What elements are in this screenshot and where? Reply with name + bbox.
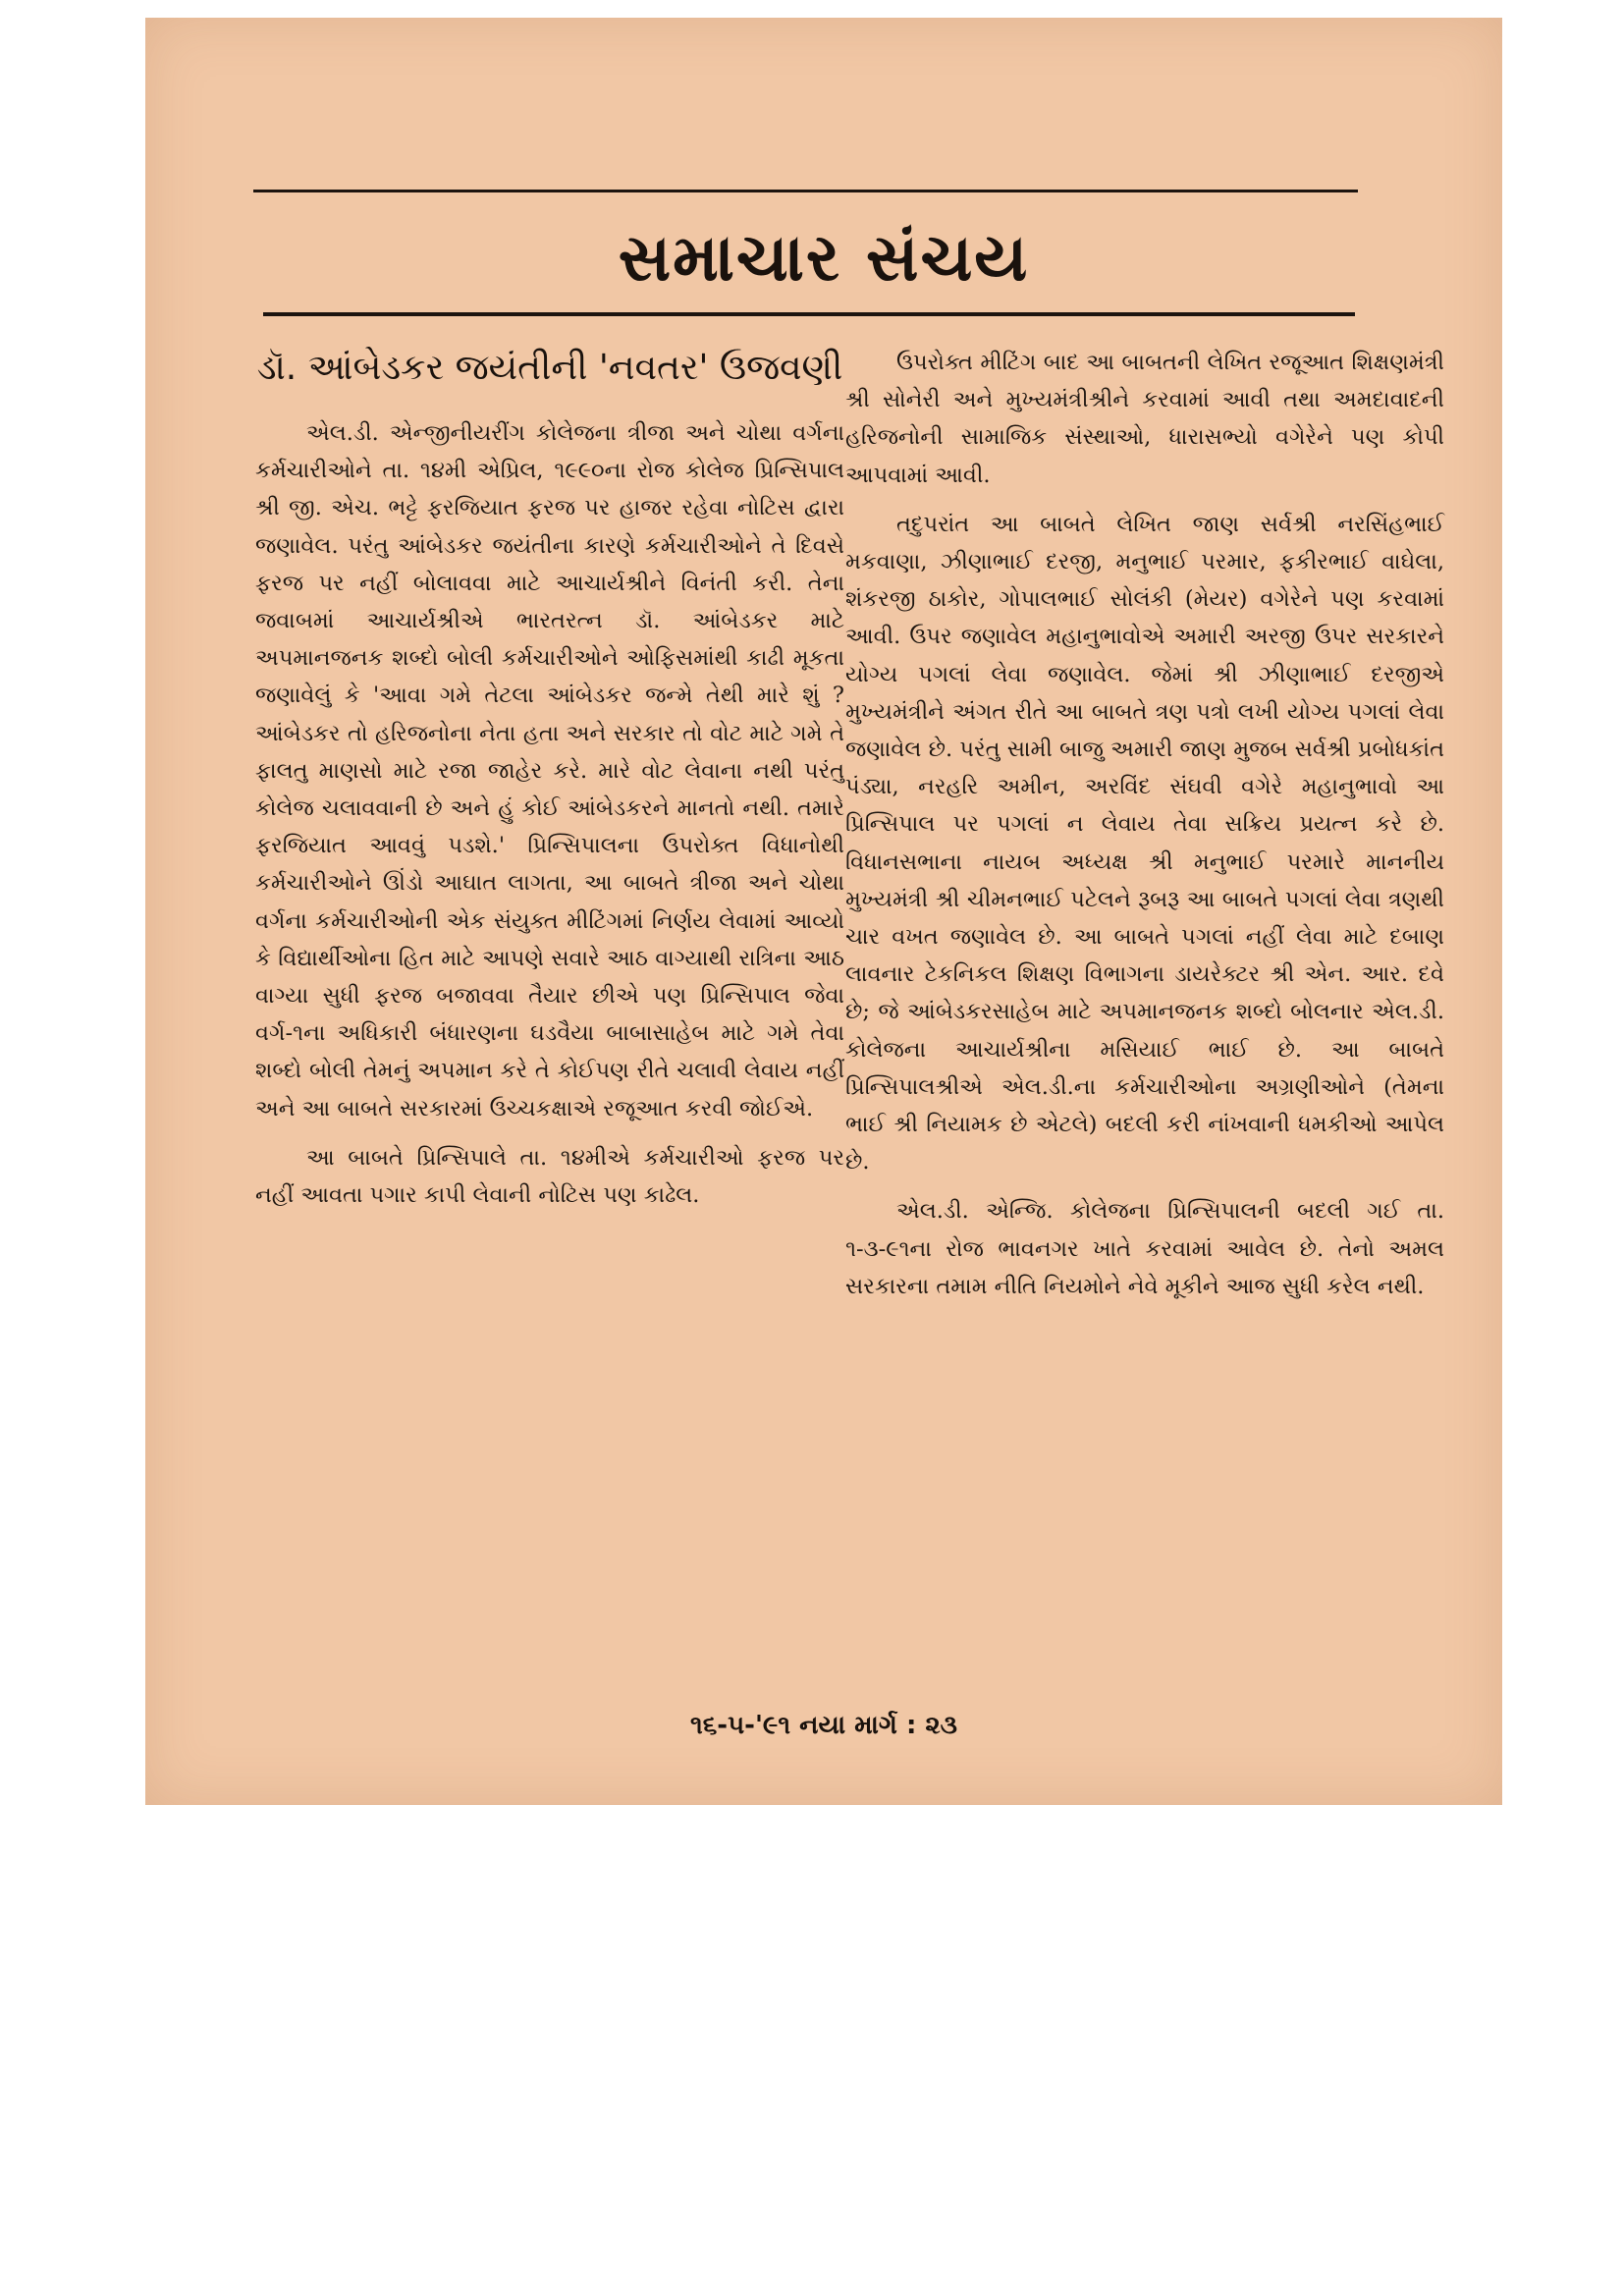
title-underline (263, 312, 1355, 316)
article-paragraph: ઉપરોક્ત મીટિંગ બાદ આ બાબતની લેખિત રજૂઆત શિક્ષણમંત્રી શ્રી સોનેરી અને મુખ્યમંત્રીશ્રીને કરવામાં આવી તથા અમદાવાદની હરિજનોની સામાજિક સંસ્થાઓ, ધારાસભ્યો વગેરેને પણ કોપી આપવામાં આવી. (845, 350, 1444, 488)
left-column (255, 344, 844, 1226)
article-paragraph: આ બાબતે પ્રિન્સિપાલે તા. ૧૪મીએ કર્મચારીઓ ફરજ પર નહીં આવતા પગાર કાપી લેવાની નોટિસ પણ કાઢેલ. (255, 1144, 844, 1209)
article-paragraph: એલ.ડી. એન્જિ. કોલેજના પ્રિન્સિપાલની બદલી ગઈ તા. ૧-૩-૯૧ના રોજ ભાવનગર ખાતે કરવામાં આવેલ છે. તેનો અમલ સરકારના તમામ નીતિ નિયમોને નેવે મૂકીને આજ સુધી કરેલ નથી. (845, 1198, 1444, 1299)
top-rule (253, 190, 1358, 192)
page-footer: ૧૬-૫-'૯૧ નયા માર્ગ : ૨૩ (690, 1711, 957, 1740)
article-paragraph: તદુપરાંત આ બાબતે લેખિત જાણ સર્વશ્રી નરસિંહભાઈ મકવાણા, ઝીણાભાઈ દરજી, મનુભાઈ પરમાર, ફકીરભાઈ વાઘેલા, શંકરજી ઠાકોર, ગોપાલભાઈ સોલંકી (મેયર) વગેરેને પણ કરવામાં આવી. ઉપર જણાવેલ મહાનુભાવોએ અમારી અરજી ઉપર સરકારને યોગ્ય પગલાં લેવા જણાવેલ. જેમાં શ્રી ઝીણાભાઈ દરજીએ મુખ્યમંત્રીને અંગત રીતે આ બાબતે ત્રણ પત્રો લખી યોગ્ય પગલાં લેવા જણાવેલ છે. પરંતુ સામી બાજુ અમારી જાણ મુજબ સર્વશ્રી પ્રબોધકાંત પંડ્યા, નરહરિ અમીન, અરવિંદ સંઘવી વગેરે મહાનુભાવો આ પ્રિન્સિપાલ પર પગલાં ન લેવાય તેવા સક્રિય પ્રયત્ન કરે છે. વિધાનસભાના નાયબ અધ્યક્ષ શ્રી મનુભાઈ પરમારે માનનીય મુખ્યમંત્રી શ્રી ચીમનભાઈ પટેલને રૂબરૂ આ બાબતે પગલાં લેવા ત્રણથી ચાર વખત જણાવેલ છે. આ બાબતે પગલાં નહીં લેવા માટે દબાણ લાવનાર ટેકનિકલ શિક્ષણ વિભાગના ડાયરેક્ટર શ્રી એન. આર. દવે છે; જે આંબેડકરસાહેબ માટે અપમાનજનક શબ્દો બોલનાર એલ.ડી. કોલેજના આચાર્યશ્રીના મસિયાઈ ભાઈ છે. આ બાબતે પ્રિન્સિપાલશ્રીએ એલ.ડી.ના કર્મચારીઓના અગ્રણીઓને (તેમના ભાઈ શ્રી નિયામક છે એટલે) બદલી કરી નાંખવાની ધમકીઓ આપેલ છે. (845, 511, 1444, 1175)
article-paragraph: એલ.ડી. એન્જીનીયરીંગ કોલેજના ત્રીજા અને ચોથા વર્ગના કર્મચારીઓને તા. ૧૪મી એપ્રિલ, ૧૯૯૦ના રોજ કોલેજ પ્રિન્સિપાલ શ્રી જી. એચ. ભટ્ટે ફરજિયાત ફરજ પર હાજર રહેવા નોટિસ દ્વારા જણાવેલ. પરંતુ આંબેડકર જયંતીના કારણે કર્મચારીઓને તે દિવસે ફરજ પર નહીં બોલાવવા માટે આચાર્યશ્રીને વિનંતી કરી. તેના જવાબમાં આચાર્યશ્રીએ ભારતરત્ન ડૉ. આંબેડકર માટે અપમાનજનક શબ્દો બોલી કર્મચારીઓને ઓફિસમાંથી કાઢી મૂકતા જણાવેલું કે 'આવા ગમે તેટલા આંબેડકર જન્મે તેથી મારે શું ? આંબેડકર તો હરિજનોના નેતા હતા અને સરકાર તો વોટ માટે ગમે તે ફાલતુ માણસો માટે રજા જાહેર કરે. મારે વોટ લેવાના નથી પરંતુ કોલેજ ચલાવવાની છે અને હું કોઈ આંબેડકરને માનતો નથી. તમારે ફરજિયાત આવવું પડશે.' પ્રિન્સિપાલના ઉપરોક્ત વિધાનોથી કર્મચારીઓને ઊંડો આઘાત લાગતા, આ બાબતે ત્રીજા અને ચોથા વર્ગના કર્મચારીઓની એક સંયુક્ત મીટિંગમાં નિર્ણય લેવામાં આવ્યો કે વિદ્યાર્થીઓના હિત માટે આપણે સવારે આઠ વાગ્યાથી રાત્રિના આઠ વાગ્યા સુધી ફરજ બજાવવા તૈયાર છીએ પણ પ્રિન્સિપાલ જેવા વર્ગ-૧ના અધિકારી બંધારણના ઘડવૈયા બાબાસાહેબ માટે ગમે તેવા શબ્દો બોલી તેમનું અપમાન કરે તે કોઈપણ રીતે ચલાવી લેવાય નહીં અને આ બાબતે સરકારમાં ઉચ્ચકક્ષાએ રજૂઆત કરવી જોઈએ. (255, 420, 844, 1121)
article-heading: ડૉ. આંબેડકર જયંતીની 'નવતર' ઉજવણી (256, 348, 843, 388)
right-column (845, 344, 1444, 1317)
magazine-page (145, 18, 1502, 1805)
section-title: સમાચાર સંચય (618, 220, 1030, 296)
